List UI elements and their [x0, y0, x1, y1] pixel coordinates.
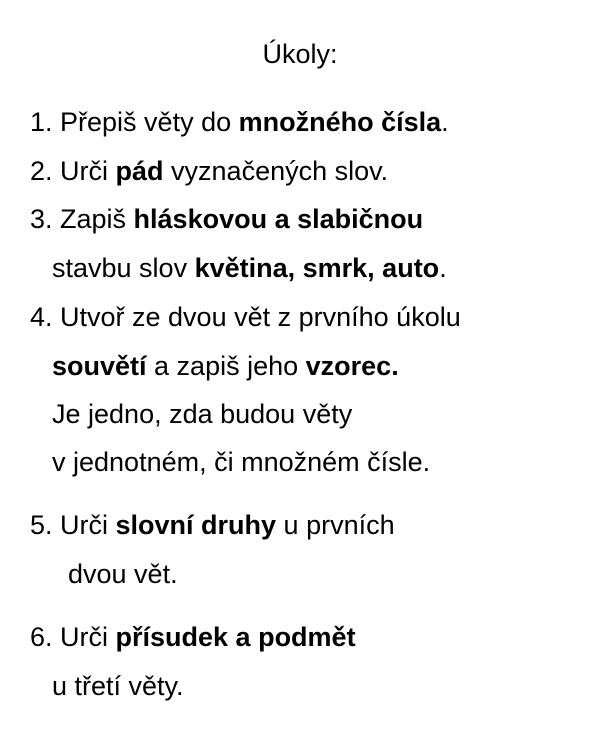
- task-2-line-1: 2. Urči pád vyznačených slov.: [30, 156, 389, 186]
- task-5-line-2: dvou vět.: [68, 559, 178, 589]
- task-3-line-1: 3. Zapiš hláskovou a slabičnou: [30, 204, 424, 234]
- task-4-line-1: 4. Utvoř ze dvou vět z prvního úkolu: [30, 302, 461, 332]
- task-3-line-2: stavbu slov květina, smrk, auto.: [52, 253, 447, 283]
- task-5-line-1: 5. Urči slovní druhy u prvních: [30, 510, 395, 540]
- task-6-line-2: u třetí věty.: [52, 671, 184, 701]
- task-1-line-1: 1. Přepiš věty do množného čísla.: [30, 107, 449, 137]
- task-4-line-3: Je jedno, zda budou věty: [52, 399, 353, 429]
- task-4-line-2: souvětí a zapiš jeho vzorec.: [52, 351, 399, 381]
- task-6-line-1: 6. Urči přísudek a podmět: [30, 622, 356, 652]
- page-title: Úkoly:: [262, 39, 338, 69]
- task-4-line-4: v jednotném, či množném čísle.: [52, 447, 431, 477]
